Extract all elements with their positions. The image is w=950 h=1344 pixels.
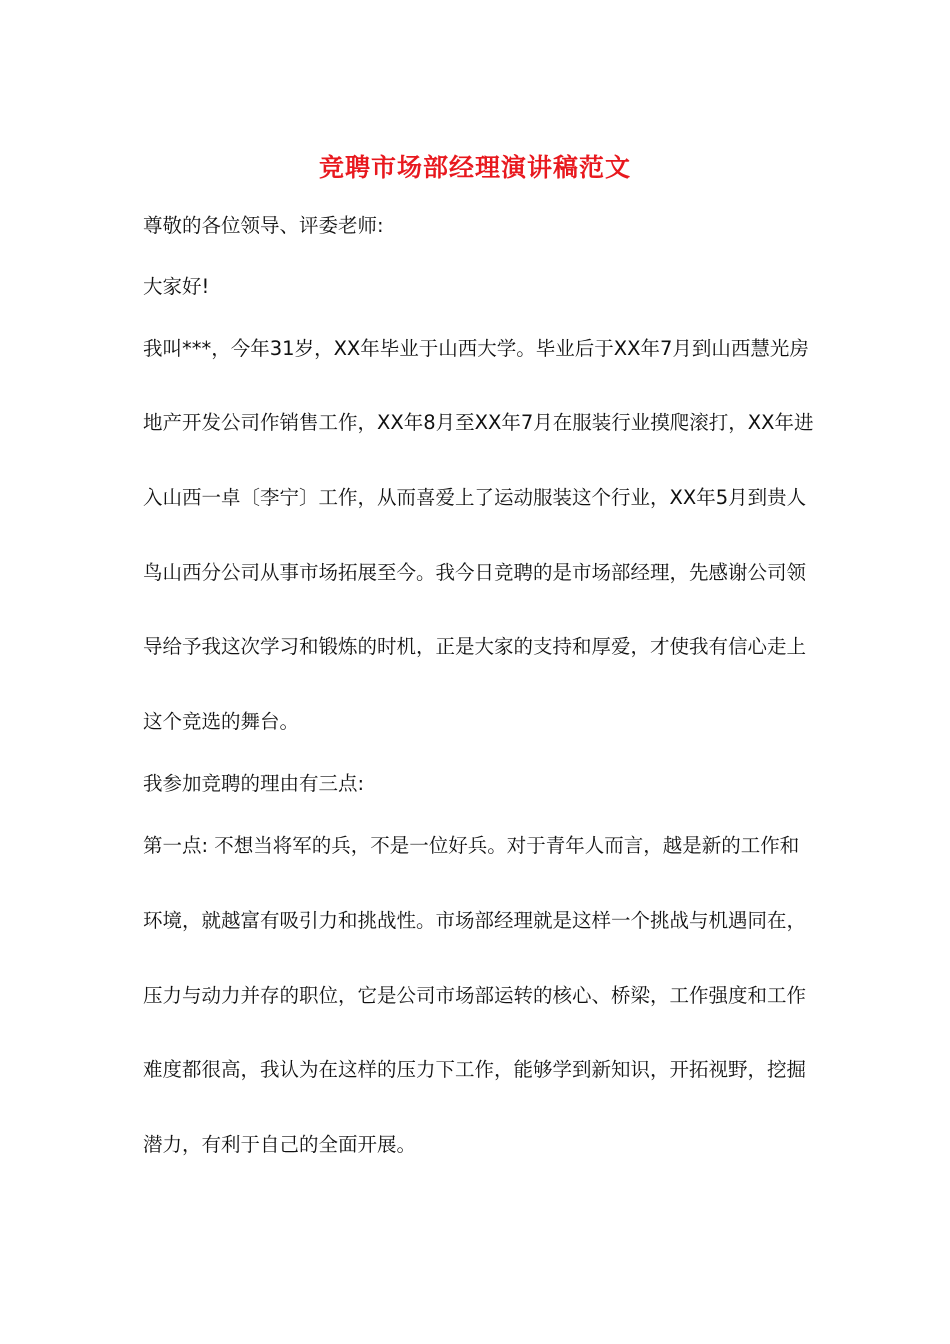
document-title: 竞聘市场部经理演讲稿范文	[318, 153, 631, 182]
section-heading-line: 我参加竞聘的理由有三点:	[143, 772, 365, 795]
paragraph-line: 这个竞选的舞台。	[143, 710, 300, 733]
greeting-line: 大家好!	[143, 275, 210, 298]
paragraph-line: 环境，就越富有吸引力和挑战性。市场部经理就是这样一个挑战与机遇同在，	[143, 909, 807, 932]
paragraph-line: 鸟山西分公司从事市场拓展至今。我今日竞聘的是市场部经理，先感谢公司领	[143, 561, 807, 584]
paragraph-line: 难度都很高，我认为在这样的压力下工作，能够学到新知识，开拓视野，挖掘	[143, 1058, 807, 1081]
paragraph-line: 潜力，有利于自己的全面开展。	[143, 1133, 417, 1156]
paragraph-line: 导给予我这次学习和锻炼的时机，正是大家的支持和厚爱，才使我有信心走上	[143, 635, 807, 658]
paragraph-line: 压力与动力并存的职位，它是公司市场部运转的核心、桥梁，工作强度和工作	[143, 984, 807, 1007]
paragraph-line: 地产开发公司作销售工作，XX年8月至XX年7月在服装行业摸爬滚打，XX年进	[143, 411, 814, 434]
paragraph-line: 第一点: 不想当将军的兵，不是一位好兵。对于青年人而言，越是新的工作和	[143, 834, 800, 857]
salutation-line: 尊敬的各位领导、评委老师:	[143, 214, 384, 237]
paragraph-line: 我叫***，今年31岁，XX年毕业于山西大学。毕业后于XX年7月到山西慧光房	[143, 337, 809, 360]
paragraph-line: 入山西一卓〔李宁〕工作，从而喜爱上了运动服装这个行业，XX年5月到贵人	[143, 486, 807, 509]
